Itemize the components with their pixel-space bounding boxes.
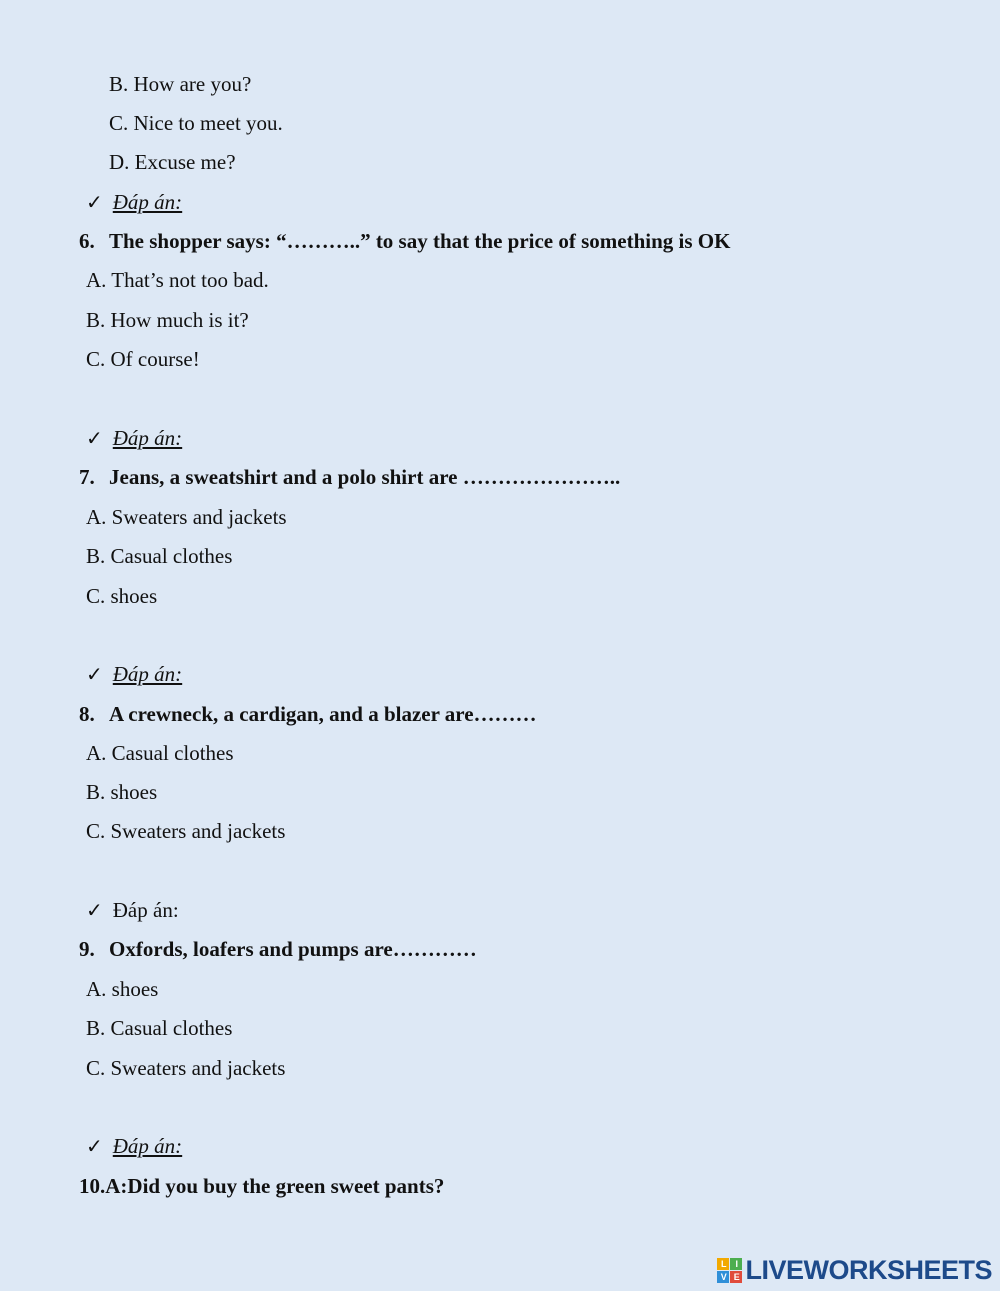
answer-label-text: Đáp án:: [112, 662, 183, 686]
question-text: Jeans, a sweatshirt and a polo shirt are …………………..: [109, 465, 621, 489]
question-text: Oxfords, loafers and pumps are…………: [109, 937, 477, 961]
checkmark-icon: ✓: [86, 428, 103, 450]
option-q8-c[interactable]: C. Sweaters and jackets: [86, 819, 286, 843]
question-number: 10.: [79, 1174, 106, 1198]
logo-tile: I: [730, 1258, 742, 1270]
logo-tile: L: [717, 1258, 729, 1270]
logo-text: LIVEWORKSHEETS: [745, 1254, 992, 1285]
option-q5-d[interactable]: D. Excuse me?: [109, 150, 236, 174]
question-text: A crewneck, a cardigan, and a blazer are………: [109, 702, 537, 726]
option-q6-c[interactable]: C. Of course!: [86, 347, 200, 371]
checkmark-icon: ✓: [86, 664, 103, 686]
liveworksheets-logo[interactable]: [717, 1255, 992, 1285]
option-q6-a[interactable]: A. That’s not too bad.: [86, 268, 269, 292]
question-q7: [79, 465, 620, 489]
question-text: The shopper says: “………..” to say that the price of something is OK: [109, 229, 731, 253]
answer-label-text: Đáp án:: [112, 898, 179, 922]
option-q9-a[interactable]: A. shoes: [86, 977, 159, 1001]
question-q8: [79, 702, 537, 726]
question-text: A:Did you buy the green sweet pants?: [105, 1174, 445, 1198]
question-number: 6.: [79, 229, 95, 253]
option-q7-b[interactable]: B. Casual clothes: [86, 544, 233, 568]
option-q7-c[interactable]: C. shoes: [86, 584, 158, 608]
answer-label-q5-answer: [86, 190, 182, 215]
answer-label-q7-answer: [86, 662, 182, 687]
question-number: 8.: [79, 702, 95, 726]
checkmark-icon: ✓: [86, 1136, 103, 1158]
checkmark-icon: ✓: [86, 900, 103, 922]
answer-label-text: Đáp án:: [112, 1134, 183, 1158]
answer-label-q9-answer: [86, 1134, 182, 1159]
answer-label-q8-answer: [86, 898, 179, 923]
checkmark-icon: ✓: [86, 192, 103, 214]
question-q9: [79, 937, 477, 961]
question-q6: [79, 229, 730, 253]
logo-grid-icon: [717, 1258, 742, 1283]
logo-tile: V: [717, 1271, 729, 1283]
option-q5-c[interactable]: C. Nice to meet you.: [109, 111, 283, 135]
question-number: 7.: [79, 465, 95, 489]
answer-label-text: Đáp án:: [112, 190, 183, 214]
answer-label-q6-answer: [86, 426, 182, 451]
option-q6-b[interactable]: B. How much is it?: [86, 308, 249, 332]
answer-label-text: Đáp án:: [112, 426, 183, 450]
option-q7-a[interactable]: A. Sweaters and jackets: [86, 505, 287, 529]
logo-tile: E: [730, 1271, 742, 1283]
option-q9-b[interactable]: B. Casual clothes: [86, 1016, 233, 1040]
question-q10: [79, 1174, 444, 1198]
option-q9-c[interactable]: C. Sweaters and jackets: [86, 1056, 286, 1080]
option-q5-b[interactable]: B. How are you?: [109, 72, 252, 96]
question-number: 9.: [79, 937, 95, 961]
option-q8-b[interactable]: B. shoes: [86, 780, 158, 804]
option-q8-a[interactable]: A. Casual clothes: [86, 741, 234, 765]
